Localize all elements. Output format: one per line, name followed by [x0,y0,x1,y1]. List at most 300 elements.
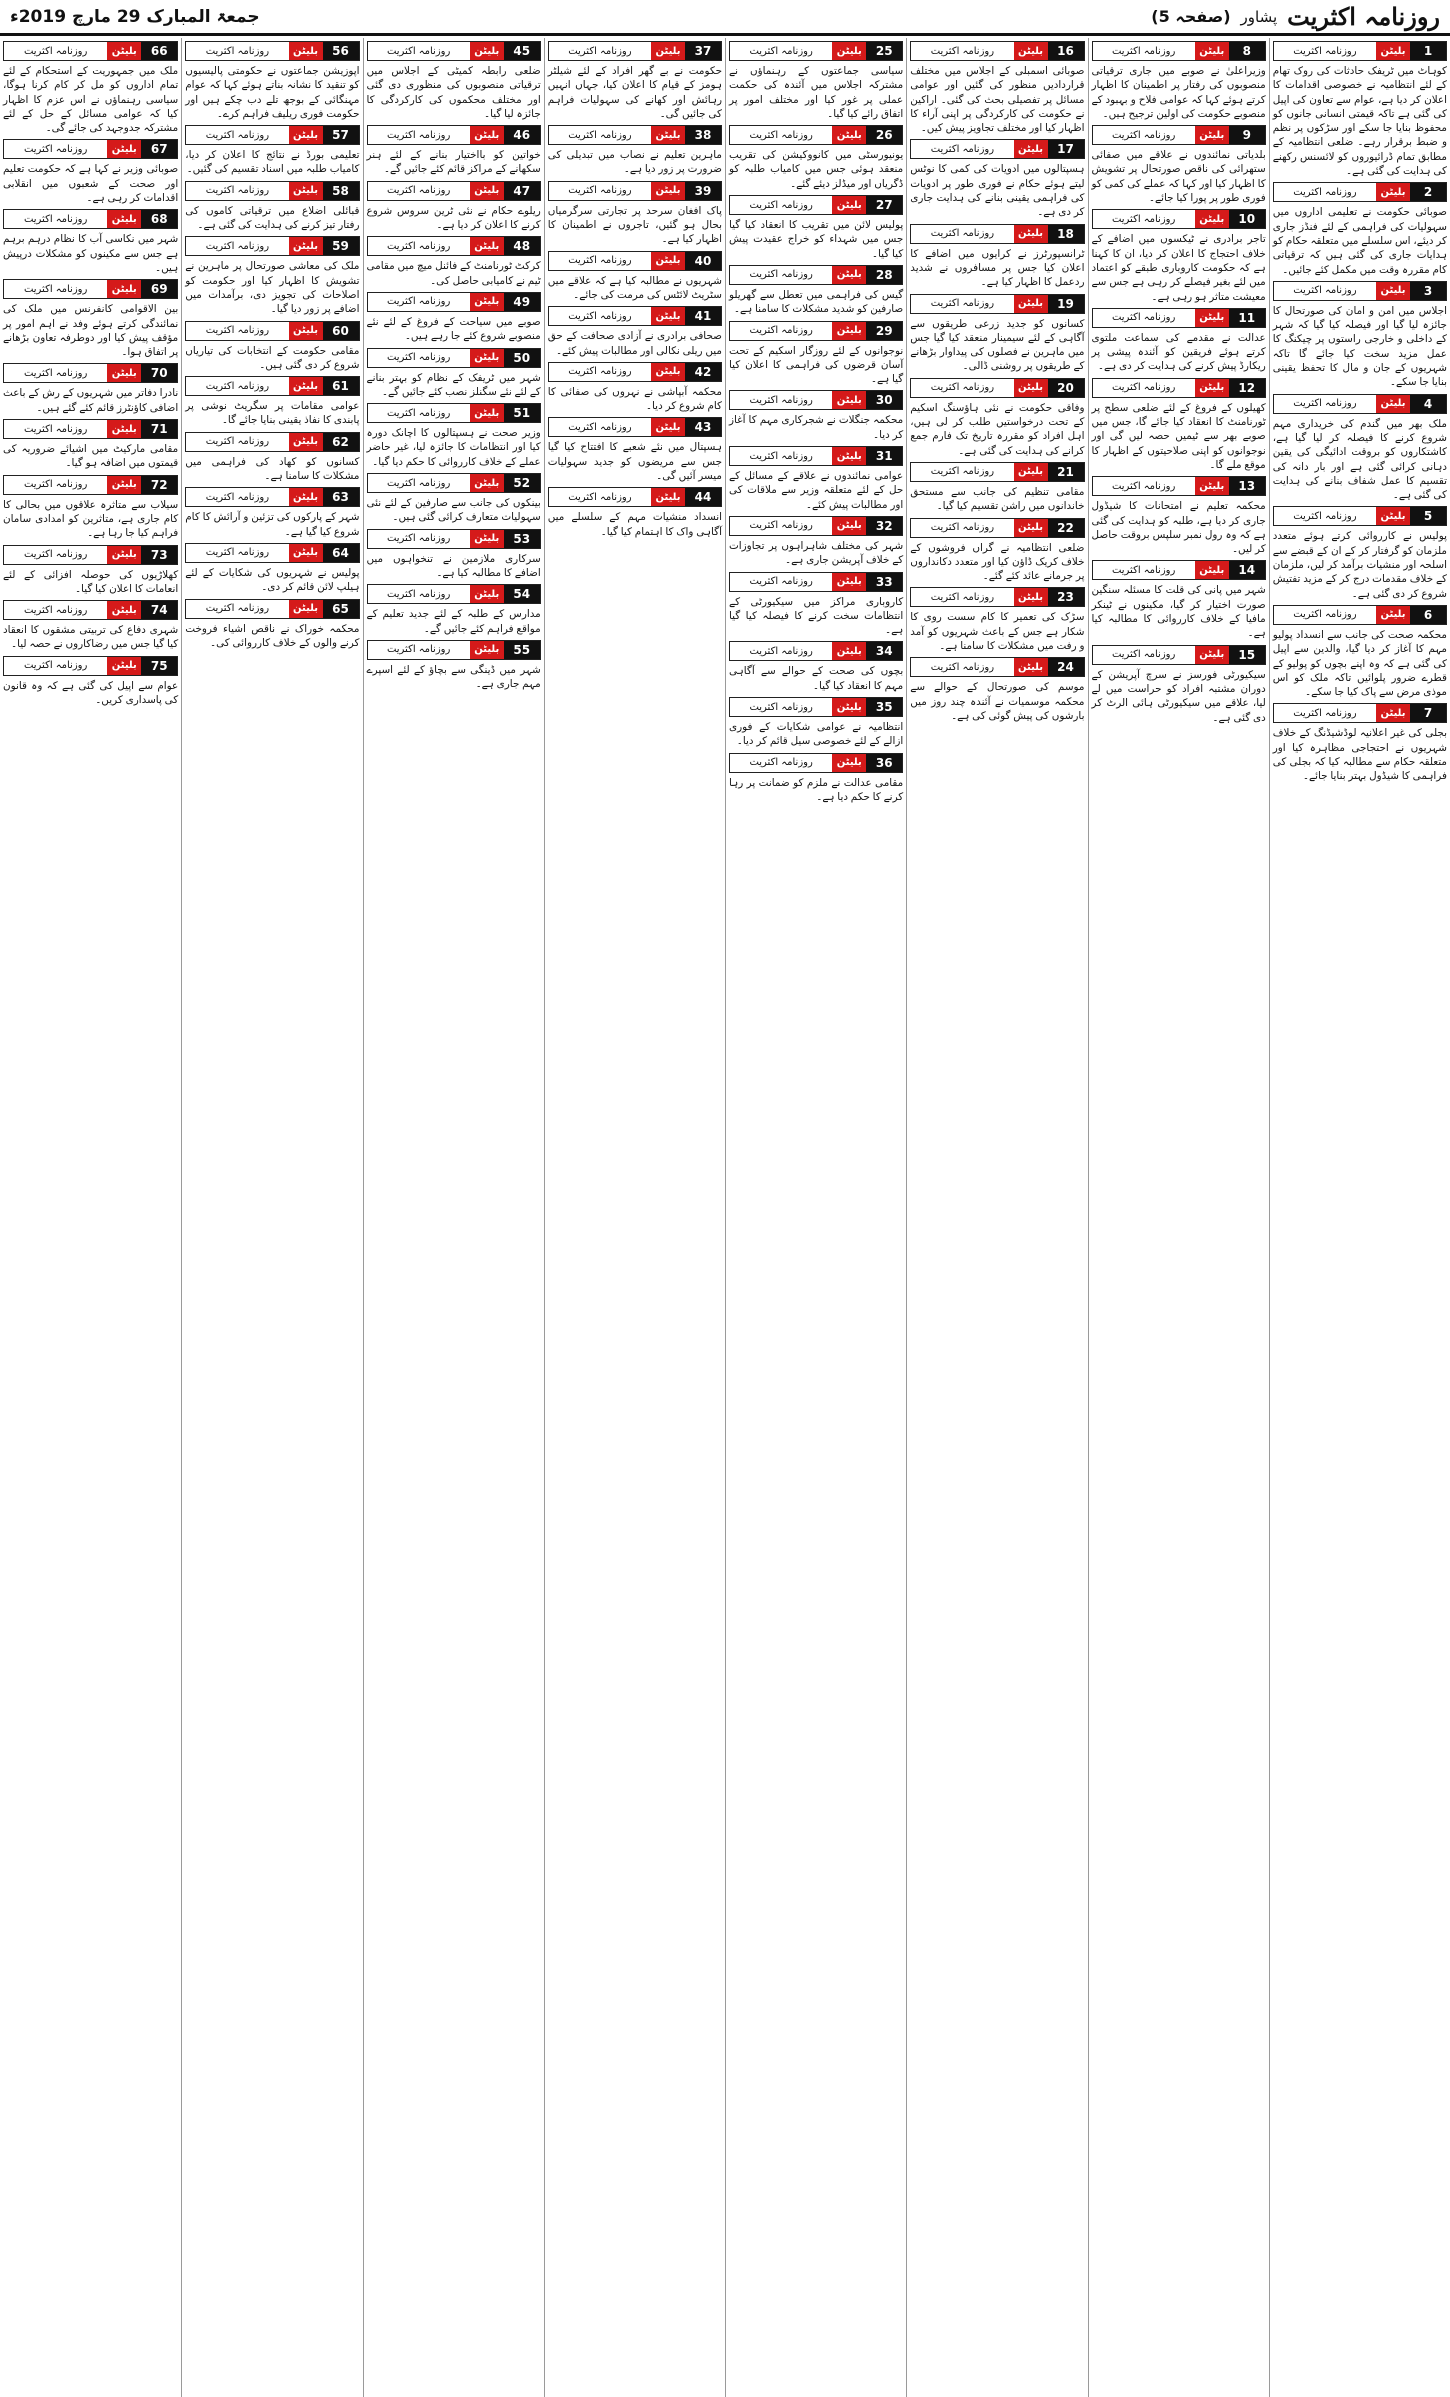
news-item [1273,506,1447,600]
news-item [367,292,541,344]
news-item-text: یونیورسٹی میں کانووکیشن کی تقریب منعقد ہوئی جس میں کامیاب طلبہ کو ڈگریاں اور میڈلز دیئے گئے۔ [729,149,904,190]
breaking-badge: بلیٹن [651,488,685,506]
news-source-label: روزنامہ اکثریت [4,364,107,382]
news-source-label: روزنامہ اکثریت [186,42,288,60]
news-item-header [3,139,178,159]
news-item-text: شہر کی مختلف شاہراہوں پر تجاوزات کے خلاف آپریشن جاری ہے۔ [729,539,904,567]
news-item [3,545,178,597]
news-item-number: 52 [504,474,540,492]
news-item [367,236,541,288]
news-item-number: 29 [866,322,902,340]
breaking-badge: بلیٹن [107,210,141,228]
news-item-text: شہر کے پارکوں کی تزئین و آرائش کا کام شروع کیا گیا ہے۔ [185,511,360,538]
news-item-text: ملک بھر میں گندم کی خریداری مہم شروع کرنے کا فیصلہ کر لیا گیا ہے، کاشتکاروں کو بروقت ادائیگی کی یقین دہانی کرائی گئی ہے اور بار دانہ کی تقسیم کا عمل شفاف بنانے کی ہدایت کی گئی ہے۔ [1272,417,1447,502]
breaking-badge: بلیٹن [289,182,323,200]
news-source-label: روزنامہ اکثریت [4,42,107,60]
news-item [367,403,541,469]
news-item [185,487,359,539]
breaking-badge: بلیٹن [832,754,866,772]
news-item-text: ٹرانسپورٹرز نے کرایوں میں اضافے کا اعلان کیا جس پر مسافروں نے شدید ردعمل کا اظہار کیا ہے۔ [910,247,1085,289]
news-item-text: نادرا دفاتر میں شہریوں کے رش کے باعث اضافی کاؤنٹرز قائم کئے گئے ہیں۔ [3,387,179,414]
news-item-text: ملک کی معاشی صورتحال پر ماہرین نے تشویش کا اظہار کیا اور حکومت کو اصلاحات کی تجویز دی، برآمدات میں اضافے پر زور دیا گیا۔ [185,260,360,316]
news-source-label: روزنامہ اکثریت [911,225,1013,243]
news-item-text: عوامی نمائندوں نے علاقے کے مسائل کے حل کے لئے متعلقہ وزیر سے ملاقات کی اور مطالبات پیش کئے۔ [729,470,904,511]
news-item-text: سیلاب سے متاثرہ علاقوں میں بحالی کا کام جاری ہے، متاثرین کو امدادی سامان فراہم کیا جا رہا ہے۔ [3,498,179,540]
breaking-badge: بلیٹن [470,641,504,659]
news-item [1092,645,1266,725]
news-column [1269,38,1450,2397]
news-item-header [1273,506,1447,526]
news-item [729,41,903,121]
news-item-number: 38 [685,126,721,144]
breaking-badge: بلیٹن [1014,519,1048,537]
breaking-badge: بلیٹن [107,140,141,158]
news-source-label: روزنامہ اکثریت [368,126,470,144]
news-source-label: روزنامہ اکثریت [549,42,651,60]
news-item-header [1273,281,1447,301]
news-item-header [3,41,178,61]
news-item-number: 4 [1410,395,1446,413]
news-source-label: روزنامہ اکثریت [4,210,107,228]
news-item-text: شہر میں ٹریفک کے نظام کو بہتر بنانے کے لئے نئے سگنلز نصب کئے جائیں گے۔ [366,371,541,398]
news-item-text: پاک افغان سرحد پر تجارتی سرگرمیاں بحال ہو گئیں، تاجروں نے اطمینان کا اظہار کیا ہے۔ [547,204,722,246]
news-item-header [3,545,178,565]
news-source-label: روزنامہ اکثریت [1274,282,1376,300]
news-item [367,348,541,400]
news-item-text: تعلیمی بورڈ نے نتائج کا اعلان کر دیا، کامیاب طلبہ میں اسناد تقسیم کی گئیں۔ [185,149,360,176]
news-source-label: روزنامہ اکثریت [549,252,651,270]
news-source-label: روزنامہ اکثریت [1093,42,1195,60]
news-source-label: روزنامہ اکثریت [186,182,288,200]
breaking-badge: بلیٹن [107,420,141,438]
news-item-text: کھلاڑیوں کی حوصلہ افزائی کے لئے انعامات کا اعلان کیا گیا۔ [3,568,179,595]
news-item-header [910,462,1084,482]
breaking-badge: بلیٹن [1195,646,1229,664]
news-item-text: محکمہ خوراک نے ناقص اشیاء فروخت کرنے والوں کے خلاف کارروائی کی۔ [185,622,360,649]
news-item-number: 57 [323,126,359,144]
news-item-text: ماہرین تعلیم نے نصاب میں تبدیلی کی ضرورت پر زور دیا ہے۔ [547,149,722,176]
news-item [3,475,178,541]
breaking-badge: بلیٹن [651,252,685,270]
news-source-label: روزنامہ اکثریت [186,377,288,395]
breaking-badge: بلیٹن [832,196,866,214]
news-source-label: روزنامہ اکثریت [4,420,107,438]
news-item-number: 23 [1048,588,1084,606]
news-item-header [548,306,722,326]
news-item [3,279,178,359]
news-source-label: روزنامہ اکثریت [368,182,470,200]
news-item [548,487,722,539]
news-item-header [729,390,903,410]
news-item-number: 59 [323,237,359,255]
news-source-label: روزنامہ اکثریت [368,42,470,60]
news-item-header [3,279,178,299]
news-item [185,181,359,233]
breaking-badge: بلیٹن [832,642,866,660]
breaking-badge: بلیٹن [832,322,866,340]
news-item-header [729,321,903,341]
breaking-badge: بلیٹن [107,280,141,298]
news-item-number: 10 [1229,210,1265,228]
news-item-header [1092,209,1266,229]
news-item-header [185,432,359,452]
breaking-badge: بلیٹن [1195,379,1229,397]
news-column [725,38,906,2397]
news-item-number: 34 [866,642,902,660]
breaking-badge: بلیٹن [470,349,504,367]
news-item-text: محکمہ جنگلات نے شجرکاری مہم کا آغاز کر دیا۔ [729,414,904,441]
news-item [3,209,178,275]
news-item [1273,182,1447,276]
news-item-number: 30 [866,391,902,409]
breaking-badge: بلیٹن [1376,395,1410,413]
news-item-number: 31 [866,447,902,465]
news-item-header [367,403,541,423]
news-source-label: روزنامہ اکثریت [549,126,651,144]
masthead [0,0,1450,36]
news-item-header [185,125,359,145]
news-item-number: 40 [685,252,721,270]
news-item-number: 63 [323,488,359,506]
news-item [367,41,541,121]
news-item-text: محکمہ صحت کی جانب سے انسداد پولیو مہم کا آغاز کر دیا گیا، والدین سے اپیل کی گئی ہے کہ وہ اپنے بچوں کو پولیو کے قطرے ضرور پلوائیں تاکہ ملک کو اس موذی مرض سے پاک کیا جا سکے۔ [1272,628,1447,699]
breaking-badge: بلیٹن [107,601,141,619]
news-item-header [185,321,359,341]
breaking-badge: بلیٹن [107,546,141,564]
news-item-header [367,181,541,201]
news-item-text: کسانوں کو کھاد کی فراہمی میں مشکلات کا سامنا ہے۔ [185,455,360,483]
breaking-badge: بلیٹن [470,404,504,422]
news-item-number: 24 [1048,658,1084,676]
news-item-number: 65 [323,600,359,618]
news-item-header [548,251,722,271]
breaking-badge: بلیٹن [832,126,866,144]
breaking-badge: بلیٹن [1014,295,1048,313]
news-item-number: 20 [1048,379,1084,397]
breaking-badge: بلیٹن [832,573,866,591]
news-item [367,640,541,692]
news-item-text: شہر میں نکاسی آب کا نظام درہم برہم ہے جس سے مکینوں کو مشکلات درپیش ہیں۔ [3,233,179,274]
news-source-label: روزنامہ اکثریت [368,530,470,548]
news-item-header [1092,645,1266,665]
news-source-label: روزنامہ اکثریت [911,658,1013,676]
news-item-text: بچوں کی صحت کے حوالے سے آگاہی مہم کا انعقاد کیا گیا۔ [729,665,904,692]
news-source-label: روزنامہ اکثریت [368,349,470,367]
news-item [910,587,1084,653]
news-item [910,294,1084,374]
news-item-header [3,475,178,495]
news-item [1092,476,1266,556]
breaking-badge: بلیٹن [470,42,504,60]
breaking-badge: بلیٹن [832,517,866,535]
news-item-header [1092,125,1266,145]
news-item-text: ملک میں جمہوریت کے استحکام کے لئے تمام اداروں کو مل کر کام کرنا ہوگا، سیاسی رہنماؤں نے اس عزم کا اظہار کیا کہ عوامی مسائل کے حل کے لئے مشترکہ جدوجہد کی جائے گی۔ [3,65,179,135]
news-source-label: روزنامہ اکثریت [549,307,651,325]
news-item-text: سرکاری ملازمین نے تنخواہوں میں اضافے کا مطالبہ کیا ہے۔ [366,552,541,579]
news-source-label: روزنامہ اکثریت [549,363,651,381]
news-item-text: حکومت نے بے گھر افراد کے لئے شیلٹر ہومز کے قیام کا اعلان کیا، جہاں انہیں رہائش اور کھانے کی سہولیات فراہم کی جائیں گی۔ [547,65,722,120]
news-item-number: 55 [504,641,540,659]
news-source-label: روزنامہ اکثریت [730,196,832,214]
breaking-badge: بلیٹن [1376,183,1410,201]
news-source-label: روزنامہ اکثریت [368,641,470,659]
news-item-header [729,41,903,61]
news-item-text: مقامی حکومت کے انتخابات کی تیاریاں شروع کر دی گئی ہیں۔ [185,344,360,371]
news-item-text: سڑک کی تعمیر کا کام سست روی کا شکار ہے جس کے باعث شہریوں کو آمد و رفت میں مشکلات کا سامنا ہے۔ [910,611,1085,653]
news-item-number: 70 [141,364,177,382]
news-column [1088,38,1269,2397]
breaking-badge: بلیٹن [289,488,323,506]
news-item-text: بین الاقوامی کانفرنس میں ملک کی نمائندگی کرتے ہوئے وفد نے اہم امور پر مؤقف پیش کیا اور دوطرفہ تعاون بڑھانے پر اتفاق ہوا۔ [3,303,179,359]
news-item-number: 53 [504,530,540,548]
breaking-badge: بلیٹن [107,42,141,60]
news-item-header [910,587,1084,607]
news-item-text: کرکٹ ٹورنامنٹ کے فائنل میچ میں مقامی ٹیم نے کامیابی حاصل کی۔ [366,260,541,287]
news-item-text: سیاسی جماعتوں کے رہنماؤں نے مشترکہ اجلاس میں آئندہ کی حکمت عملی پر غور کیا اور مختلف امور پر اتفاق رائے کیا گیا۔ [729,65,904,120]
news-item-header [729,697,903,717]
news-source-label: روزنامہ اکثریت [368,404,470,422]
news-item-number: 22 [1048,519,1084,537]
news-item-number: 12 [1229,379,1265,397]
news-item [1273,281,1447,390]
breaking-badge: بلیٹن [651,418,685,436]
breaking-badge: بلیٹن [470,237,504,255]
news-source-label: روزنامہ اکثریت [549,488,651,506]
news-source-label: روزنامہ اکثریت [186,433,288,451]
news-source-label: روزنامہ اکثریت [911,295,1013,313]
breaking-badge: بلیٹن [832,447,866,465]
news-source-label: روزنامہ اکثریت [1274,42,1376,60]
news-source-label: روزنامہ اکثریت [1274,507,1376,525]
news-item [729,641,903,693]
news-item [185,432,359,484]
news-item [548,417,722,483]
news-source-label: روزنامہ اکثریت [1274,704,1376,722]
news-source-label: روزنامہ اکثریت [730,698,832,716]
breaking-badge: بلیٹن [1195,477,1229,495]
news-item-header [3,363,178,383]
news-item-number: 68 [141,210,177,228]
news-item-number: 43 [685,418,721,436]
news-item-text: سیکیورٹی فورسز نے سرچ آپریشن کے دوران مشتبہ افراد کو حراست میں لے لیا، علاقے میں سیکیورٹی ہائی الرٹ کر دی گئی ہے۔ [1091,668,1266,724]
news-item-header [367,292,541,312]
news-source-label: روزنامہ اکثریت [730,391,832,409]
news-item-header [367,584,541,604]
news-item-text: کھیلوں کے فروغ کے لئے ضلعی سطح پر ٹورنامنٹ کا انعقاد کیا جائے گا، جس میں صوبے بھر سے ٹیمیں حصہ لیں گی اور نوجوانوں کو اپنی صلاحیتوں کے اظہار کا موقع ملے گا۔ [1091,401,1266,471]
news-item-header [1273,605,1447,625]
news-item-number: 36 [866,754,902,772]
breaking-badge: بلیٹن [1195,42,1229,60]
news-item [185,236,359,316]
breaking-badge: بلیٹن [1014,588,1048,606]
news-source-label: روزنامہ اکثریت [730,447,832,465]
news-item-header [729,125,903,145]
news-source-label: روزنامہ اکثریت [368,474,470,492]
news-item-header [910,294,1084,314]
issue-date: جمعۃ المبارک 29 مارچ 2019ء [10,7,260,27]
breaking-badge: بلیٹن [289,600,323,618]
news-source-label: روزنامہ اکثریت [1093,210,1195,228]
breaking-badge: بلیٹن [832,391,866,409]
news-item [548,181,722,247]
news-item [185,321,359,373]
news-item [548,362,722,414]
news-source-label: روزنامہ اکثریت [911,519,1013,537]
news-item [3,600,178,652]
news-item [729,697,903,749]
news-item-header [1273,41,1447,61]
news-item-header [729,753,903,773]
news-item-header [729,641,903,661]
news-item-text: وزیراعلیٰ نے صوبے میں جاری ترقیاتی منصوبوں کی رفتار پر اطمینان کا اظہار کرتے ہوئے کہا کہ عوامی فلاح و بہبود کے منصوبے حکومت کی اولین ترجیح ہیں۔ [1091,65,1266,120]
news-item-header [548,125,722,145]
news-item-number: 48 [504,237,540,255]
news-item [1092,378,1266,472]
breaking-badge: بلیٹن [651,182,685,200]
breaking-badge: بلیٹن [1014,379,1048,397]
news-source-label: روزنامہ اکثریت [4,657,107,675]
news-item-text: مقامی تنظیم کی جانب سے مستحق خاندانوں میں راشن تقسیم کیا گیا۔ [910,485,1085,513]
news-item-number: 18 [1048,225,1084,243]
breaking-badge: بلیٹن [1376,606,1410,624]
news-item-header [367,640,541,660]
news-item-number: 44 [685,488,721,506]
news-item-header [185,41,359,61]
news-item-number: 58 [323,182,359,200]
breaking-badge: بلیٹن [289,126,323,144]
news-item [1092,125,1266,205]
news-source-label: روزنامہ اکثریت [1093,379,1195,397]
news-item-header [548,362,722,382]
news-column [0,38,181,2397]
news-item [367,473,541,525]
news-item-text: صوبے میں سیاحت کے فروغ کے لئے نئے منصوبے شروع کئے جا رہے ہیں۔ [366,315,541,343]
news-item-text: شہر میں پانی کی قلت کا مسئلہ سنگین صورت اختیار کر گیا، مکینوں نے ٹینکر مافیا کے خلاف کارروائی کا مطالبہ کیا ہے۔ [1091,584,1266,640]
news-item-header [367,473,541,493]
news-item-number: 46 [504,126,540,144]
news-item-text: بجلی کی غیر اعلانیہ لوڈشیڈنگ کے خلاف شہریوں نے احتجاجی مظاہرہ کیا اور متعلقہ حکام سے مطالبہ کیا کہ بجلی کی فراہمی کا شیڈول بہتر بنایا جائے۔ [1272,727,1447,783]
news-item-header [1092,378,1266,398]
news-column [181,38,362,2397]
news-item-number: 14 [1229,561,1265,579]
news-item [729,265,903,317]
news-item-text: محکمہ آبپاشی نے نہروں کی صفائی کا کام شروع کر دیا۔ [547,385,722,413]
news-column [906,38,1087,2397]
news-item-number: 42 [685,363,721,381]
news-item-header [1092,560,1266,580]
breaking-badge: بلیٹن [1376,507,1410,525]
news-item-number: 8 [1229,42,1265,60]
news-item-header [185,487,359,507]
news-item-header [3,600,178,620]
news-source-label: روزنامہ اکثریت [549,418,651,436]
news-item-text: اپوزیشن جماعتوں نے حکومتی پالیسیوں کو تنقید کا نشانہ بناتے ہوئے کہا کہ عوام مہنگائی کے بوجھ تلے دب چکے ہیں اور حکومت فوری ریلیف فراہم کرے۔ [185,65,360,120]
news-item-text: تاجر برادری نے ٹیکسوں میں اضافے کے خلاف احتجاج کا اعلان کر دیا، ان کا کہنا ہے کہ حکومت کاروباری طبقے کو اعتماد میں لئے بغیر فیصلے کر رہی ہے جس سے معیشت متاثر ہو رہی ہے۔ [1091,233,1266,303]
news-item-number: 47 [504,182,540,200]
news-source-label: روزنامہ اکثریت [186,544,288,562]
news-item-number: 16 [1048,42,1084,60]
news-item-header [729,572,903,592]
news-source-label: روزنامہ اکثریت [911,42,1013,60]
news-item [367,125,541,177]
breaking-badge: بلیٹن [470,293,504,311]
news-item-number: 33 [866,573,902,591]
news-item [185,125,359,177]
news-item-header [185,181,359,201]
news-item-header [1273,394,1447,414]
news-item-number: 1 [1410,42,1446,60]
news-item-number: 71 [141,420,177,438]
news-item-number: 25 [866,42,902,60]
breaking-badge: بلیٹن [289,433,323,451]
news-columns [0,38,1450,2397]
news-item [548,251,722,303]
news-item [729,516,903,568]
news-item-text: پولیس نے کارروائی کرتے ہوئے متعدد ملزمان کو گرفتار کر کے ان کے قبضے سے اسلحہ اور منشیات برآمد کر لیں، ملزمان کے خلاف مقدمات درج کر کے مزید تفتیش شروع کر دی گئی ہے۔ [1272,530,1447,600]
breaking-badge: بلیٹن [1195,309,1229,327]
news-item-number: 19 [1048,295,1084,313]
news-item-number: 15 [1229,646,1265,664]
news-item-text: محکمہ تعلیم نے امتحانات کا شیڈول جاری کر دیا ہے، طلبہ کو ہدایت کی گئی ہے کہ وہ رول نمبر سلپس بروقت حاصل کر لیں۔ [1091,500,1266,556]
newspaper-brand [1151,2,1440,31]
breaking-badge: بلیٹن [107,657,141,675]
news-item [729,753,903,805]
news-item-number: 37 [685,42,721,60]
news-item-header [1092,308,1266,328]
breaking-badge: بلیٹن [470,530,504,548]
news-item [1092,209,1266,303]
news-item-header [729,446,903,466]
news-item-text: ضلعی انتظامیہ نے گراں فروشوں کے خلاف کریک ڈاؤن کیا اور متعدد دکانداروں پر جرمانے عائد کئے گئے۔ [910,541,1085,583]
news-item [729,195,903,261]
news-item [910,139,1084,219]
news-source-label: روزنامہ اکثریت [730,573,832,591]
news-item-text: ہسپتال میں نئے شعبے کا افتتاح کیا گیا جس سے مریضوں کو جدید سہولیات میسر آئیں گی۔ [547,441,722,483]
news-item-number: 75 [141,657,177,675]
news-item-number: 41 [685,307,721,325]
news-item-text: گیس کی فراہمی میں تعطل سے گھریلو صارفین کو شدید مشکلات کا سامنا ہے۔ [729,288,904,316]
breaking-badge: بلیٹن [1014,225,1048,243]
news-item [3,363,178,415]
page-number: (صفحہ 5) [1151,7,1231,26]
news-item-header [729,516,903,536]
breaking-badge: بلیٹن [289,42,323,60]
breaking-badge: بلیٹن [1376,704,1410,722]
news-item [3,419,178,471]
breaking-badge: بلیٹن [1195,210,1229,228]
news-source-label: روزنامہ اکثریت [186,237,288,255]
breaking-badge: بلیٹن [651,363,685,381]
newspaper-city: پشاور [1240,7,1278,26]
news-item-header [729,265,903,285]
news-item-header [548,417,722,437]
news-item-number: 50 [504,349,540,367]
news-source-label: روزنامہ اکثریت [186,126,288,144]
news-item-number: 45 [504,42,540,60]
news-source-label: روزنامہ اکثریت [4,140,107,158]
news-item-number: 69 [141,280,177,298]
news-item-header [1092,41,1266,61]
news-source-label: روزنامہ اکثریت [4,601,107,619]
news-source-label: روزنامہ اکثریت [1274,183,1376,201]
news-item-text: ضلعی رابطہ کمیٹی کے اجلاس میں ترقیاتی منصوبوں کی منظوری دی گئی اور مختلف محکموں کی کارکردگی کا جائزہ لیا گیا۔ [366,65,541,120]
breaking-badge: بلیٹن [289,377,323,395]
news-column [363,38,544,2397]
news-item [1092,41,1266,121]
breaking-badge: بلیٹن [470,474,504,492]
news-item-header [185,543,359,563]
breaking-badge: بلیٹن [1014,658,1048,676]
